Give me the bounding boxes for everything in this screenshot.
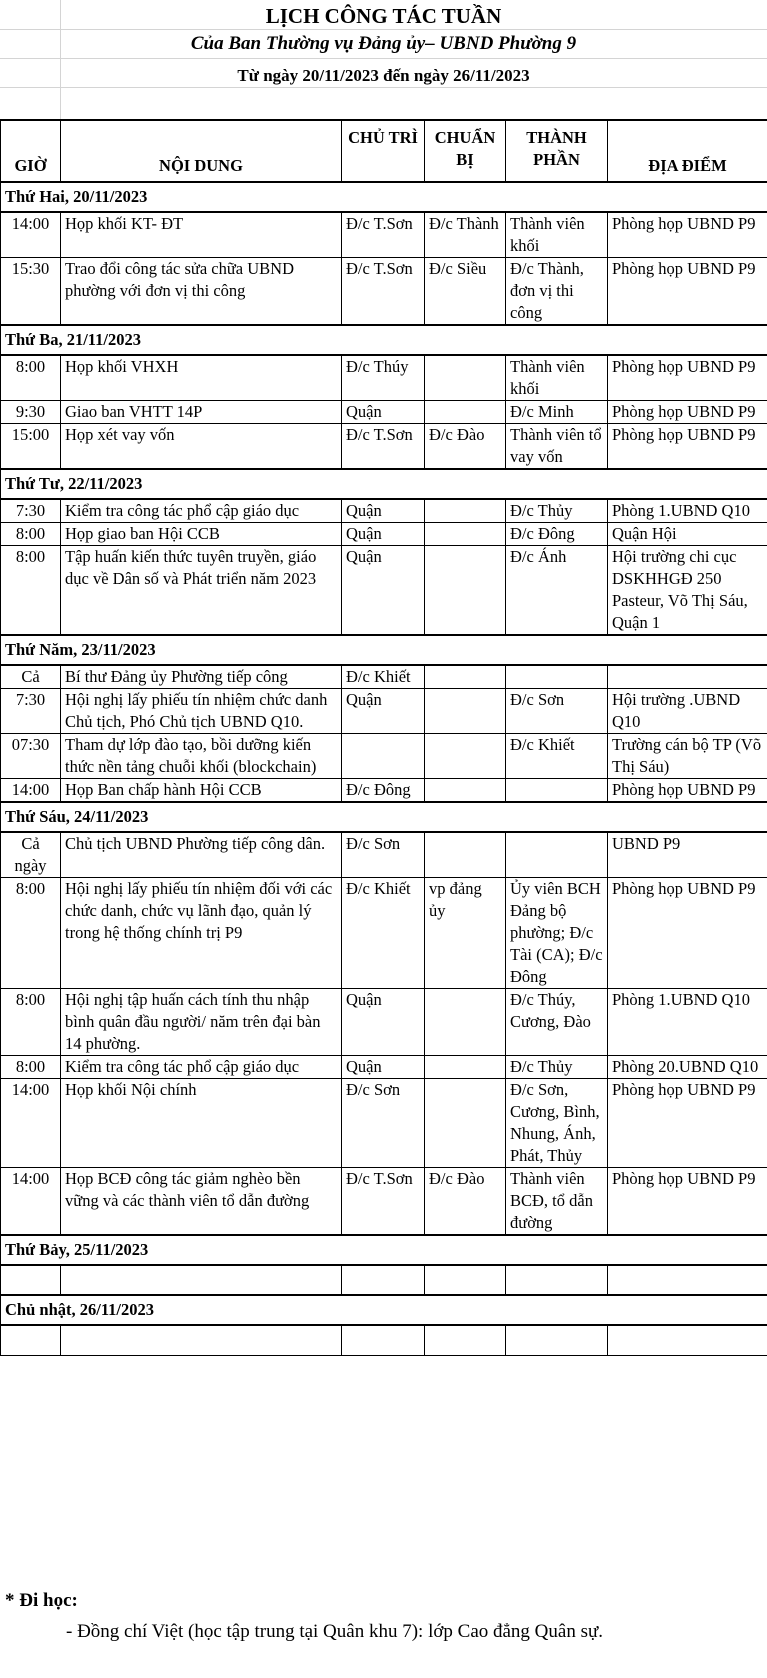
day-label: Thứ Năm, 23/11/2023 [1, 635, 767, 665]
table-row [1, 734, 767, 779]
table-row [1, 779, 767, 803]
cell-chair: Đ/c T.Sơn [342, 258, 425, 326]
cell-content: Bí thư Đảng ủy Phường tiếp công [61, 665, 342, 689]
cell-content: Kiểm tra công tác phổ cập giáo dục [61, 1056, 342, 1079]
gridline [0, 29, 767, 30]
col-header-members: THÀNH PHẦN [506, 120, 608, 182]
cell-location: Hội trường chi cục DSKHHGĐ 250 Pasteur, Võ Thị Sáu, Quận 1 [608, 546, 767, 636]
table-row [1, 258, 767, 326]
cell-time: Cả ngày [1, 832, 61, 878]
footer-label: * Đi học: [5, 1590, 78, 1611]
cell-time: 14:00 [1, 212, 61, 258]
cell-content: Họp xét vay vốn [61, 424, 342, 470]
schedule-table [0, 119, 767, 1356]
day-header-row [1, 182, 767, 212]
cell-location: Hội trường .UBND Q10 [608, 689, 767, 734]
cell-prepare: Đ/c Đào [425, 424, 506, 470]
cell-time: Cả [1, 665, 61, 689]
cell-prepare [425, 546, 506, 636]
cell-members: Thành viên tổ vay vốn [506, 424, 608, 470]
page-subtitle: Của Ban Thường vụ Đảng ủy– UBND Phường 9 [190, 33, 577, 54]
cell-members: Ủy viên BCH Đảng bộ phường; Đ/c Tài (CA); Đ/c Đông [506, 878, 608, 989]
col-header-chair: CHỦ TRÌ [342, 120, 425, 182]
col-header-content: NỘI DUNG [61, 120, 342, 182]
cell-content: Chủ tịch UBND Phường tiếp công dân. [61, 832, 342, 878]
cell-time: 14:00 [1, 1168, 61, 1236]
gridline [0, 58, 767, 59]
page-title: LỊCH CÔNG TÁC TUẦN [265, 4, 502, 28]
cell-location: Phòng họp UBND P9 [608, 355, 767, 401]
cell-time: 14:00 [1, 1079, 61, 1168]
cell-chair: Quận [342, 546, 425, 636]
cell-content [61, 1265, 342, 1295]
cell-location: Phòng họp UBND P9 [608, 258, 767, 326]
cell-chair: Đ/c Thúy [342, 355, 425, 401]
day-label: Thứ Hai, 20/11/2023 [1, 182, 767, 212]
cell-content [61, 1325, 342, 1355]
cell-content: Họp khối VHXH [61, 355, 342, 401]
day-label: Thứ Tư, 22/11/2023 [1, 469, 767, 499]
cell-prepare [425, 499, 506, 523]
cell-content: Giao ban VHTT 14P [61, 401, 342, 424]
cell-content: Hội nghị tập huấn cách tính thu nhập bình quân đầu người/ năm trên đại bàn 14 phường. [61, 989, 342, 1056]
cell-time: 9:30 [1, 401, 61, 424]
cell-prepare [425, 989, 506, 1056]
cell-location: Phòng 1.UBND Q10 [608, 989, 767, 1056]
cell-members: Đ/c Sơn [506, 689, 608, 734]
table-row [1, 523, 767, 546]
cell-location [608, 1325, 767, 1355]
table-row [1, 212, 767, 258]
cell-members: Đ/c Khiết [506, 734, 608, 779]
cell-members [506, 779, 608, 803]
day-label: Chủ nhật, 26/11/2023 [1, 1295, 767, 1325]
cell-time: 15:30 [1, 258, 61, 326]
cell-content: Hội nghị lấy phiếu tín nhiệm chức danh Chủ tịch, Phó Chủ tịch UBND Q10. [61, 689, 342, 734]
date-range: Từ ngày 20/11/2023 đến ngày 26/11/2023 [237, 66, 530, 85]
cell-content: Tham dự lớp đào tạo, bồi dưỡng kiến thức nền tảng chuỗi khối (blockchain) [61, 734, 342, 779]
table-row [1, 1168, 767, 1236]
cell-time: 8:00 [1, 1056, 61, 1079]
table-row [1, 878, 767, 989]
cell-chair [342, 1325, 425, 1355]
cell-location: Phòng họp UBND P9 [608, 1168, 767, 1236]
cell-content: Họp khối Nội chính [61, 1079, 342, 1168]
table-row [1, 401, 767, 424]
cell-chair: Quận [342, 401, 425, 424]
cell-members: Đ/c Thúy, Cương, Đào [506, 989, 608, 1056]
cell-location: Phòng họp UBND P9 [608, 878, 767, 989]
cell-members: Đ/c Minh [506, 401, 608, 424]
table-row [1, 832, 767, 878]
cell-location: Phòng họp UBND P9 [608, 424, 767, 470]
cell-members: Thành viên BCĐ, tổ dẫn đường [506, 1168, 608, 1236]
cell-chair: Đ/c T.Sơn [342, 212, 425, 258]
table-row [1, 499, 767, 523]
cell-prepare [425, 355, 506, 401]
cell-members: Đ/c Đông [506, 523, 608, 546]
empty-row [1, 1265, 767, 1295]
cell-time: 8:00 [1, 355, 61, 401]
cell-prepare [425, 401, 506, 424]
cell-chair: Đ/c Sơn [342, 832, 425, 878]
cell-location [608, 1265, 767, 1295]
cell-members: Thành viên khối [506, 355, 608, 401]
cell-prepare [425, 734, 506, 779]
footer-note: - Đồng chí Việt (học tập trung tại Quân khu 7): lớp Cao đẳng Quân sự. [66, 1621, 604, 1642]
cell-time: 07:30 [1, 734, 61, 779]
cell-location: Phòng họp UBND P9 [608, 212, 767, 258]
cell-members: Đ/c Sơn, Cương, Bình, Nhung, Ánh, Phát, Thủy [506, 1079, 608, 1168]
schedule-body [1, 182, 767, 1355]
day-label: Thứ Sáu, 24/11/2023 [1, 802, 767, 832]
cell-chair: Đ/c Đông [342, 779, 425, 803]
cell-chair: Đ/c T.Sơn [342, 424, 425, 470]
cell-members: Đ/c Thủy [506, 1056, 608, 1079]
col-header-time: GIỜ [1, 120, 61, 182]
cell-prepare: Đ/c Thành [425, 212, 506, 258]
cell-chair: Quận [342, 523, 425, 546]
cell-location: Phòng họp UBND P9 [608, 401, 767, 424]
cell-prepare [425, 779, 506, 803]
cell-time: 8:00 [1, 878, 61, 989]
cell-members [506, 832, 608, 878]
table-row [1, 989, 767, 1056]
cell-location: Phòng họp UBND P9 [608, 1079, 767, 1168]
cell-prepare [425, 689, 506, 734]
cell-prepare [425, 1056, 506, 1079]
day-header-row [1, 802, 767, 832]
cell-prepare [425, 1079, 506, 1168]
cell-time: 14:00 [1, 779, 61, 803]
cell-content: Họp giao ban Hội CCB [61, 523, 342, 546]
cell-prepare [425, 665, 506, 689]
cell-content: Họp khối KT- ĐT [61, 212, 342, 258]
cell-chair: Quận [342, 989, 425, 1056]
cell-chair: Đ/c Khiết [342, 878, 425, 989]
cell-time: 8:00 [1, 989, 61, 1056]
cell-time [1, 1325, 61, 1355]
cell-chair: Đ/c Sơn [342, 1079, 425, 1168]
cell-time [1, 1265, 61, 1295]
cell-content: Trao đổi công tác sửa chữa UBND phường với đơn vị thi công [61, 258, 342, 326]
table-row [1, 665, 767, 689]
table-row [1, 689, 767, 734]
cell-location: Quận Hội [608, 523, 767, 546]
cell-content: Tập huấn kiến thức tuyên truyền, giáo dục về Dân số và Phát triển năm 2023 [61, 546, 342, 636]
cell-members [506, 665, 608, 689]
table-row [1, 1056, 767, 1079]
cell-members: Đ/c Ánh [506, 546, 608, 636]
col-header-location: ĐỊA ĐIỂM [608, 120, 767, 182]
cell-members: Đ/c Thủy [506, 499, 608, 523]
cell-chair: Quận [342, 1056, 425, 1079]
cell-chair [342, 1265, 425, 1295]
cell-chair: Đ/c T.Sơn [342, 1168, 425, 1236]
cell-chair: Quận [342, 499, 425, 523]
cell-time: 8:00 [1, 523, 61, 546]
cell-content: Kiểm tra công tác phổ cập giáo dục [61, 499, 342, 523]
table-row [1, 424, 767, 470]
cell-chair: Quận [342, 689, 425, 734]
cell-prepare [425, 1325, 506, 1355]
table-row [1, 355, 767, 401]
cell-content: Họp BCĐ công tác giảm nghèo bền vững và các thành viên tổ dẫn đường [61, 1168, 342, 1236]
cell-time: 8:00 [1, 546, 61, 636]
day-label: Thứ Ba, 21/11/2023 [1, 325, 767, 355]
day-header-row [1, 1235, 767, 1265]
cell-location [608, 665, 767, 689]
cell-prepare [425, 832, 506, 878]
table-row [1, 546, 767, 636]
cell-prepare: Đ/c Đào [425, 1168, 506, 1236]
day-header-row [1, 325, 767, 355]
cell-prepare [425, 1265, 506, 1295]
cell-prepare: vp đảng ủy [425, 878, 506, 989]
empty-row [1, 1325, 767, 1355]
cell-location: Phòng 20.UBND Q10 [608, 1056, 767, 1079]
header-row [1, 120, 767, 182]
cell-chair: Đ/c Khiết [342, 665, 425, 689]
cell-chair [342, 734, 425, 779]
cell-content: Hội nghị lấy phiếu tín nhiệm đối với các chức danh, chức vụ lãnh đạo, quản lý trong hệ thống chính trị P9 [61, 878, 342, 989]
cell-time: 15:00 [1, 424, 61, 470]
cell-location: Phòng 1.UBND Q10 [608, 499, 767, 523]
cell-location: Phòng họp UBND P9 [608, 779, 767, 803]
day-header-row [1, 469, 767, 499]
cell-members [506, 1265, 608, 1295]
cell-prepare: Đ/c Siều [425, 258, 506, 326]
day-header-row [1, 1295, 767, 1325]
cell-content: Họp Ban chấp hành Hội CCB [61, 779, 342, 803]
cell-prepare [425, 523, 506, 546]
cell-time: 7:30 [1, 499, 61, 523]
cell-time: 7:30 [1, 689, 61, 734]
cell-members: Đ/c Thành, đơn vị thi công [506, 258, 608, 326]
cell-location: UBND P9 [608, 832, 767, 878]
gridline [0, 87, 767, 88]
cell-location: Trường cán bộ TP (Võ Thị Sáu) [608, 734, 767, 779]
day-header-row [1, 635, 767, 665]
table-row [1, 1079, 767, 1168]
col-header-prepare: CHUẨN BỊ [425, 120, 506, 182]
day-label: Thứ Bảy, 25/11/2023 [1, 1235, 767, 1265]
cell-members: Thành viên khối [506, 212, 608, 258]
cell-members [506, 1325, 608, 1355]
